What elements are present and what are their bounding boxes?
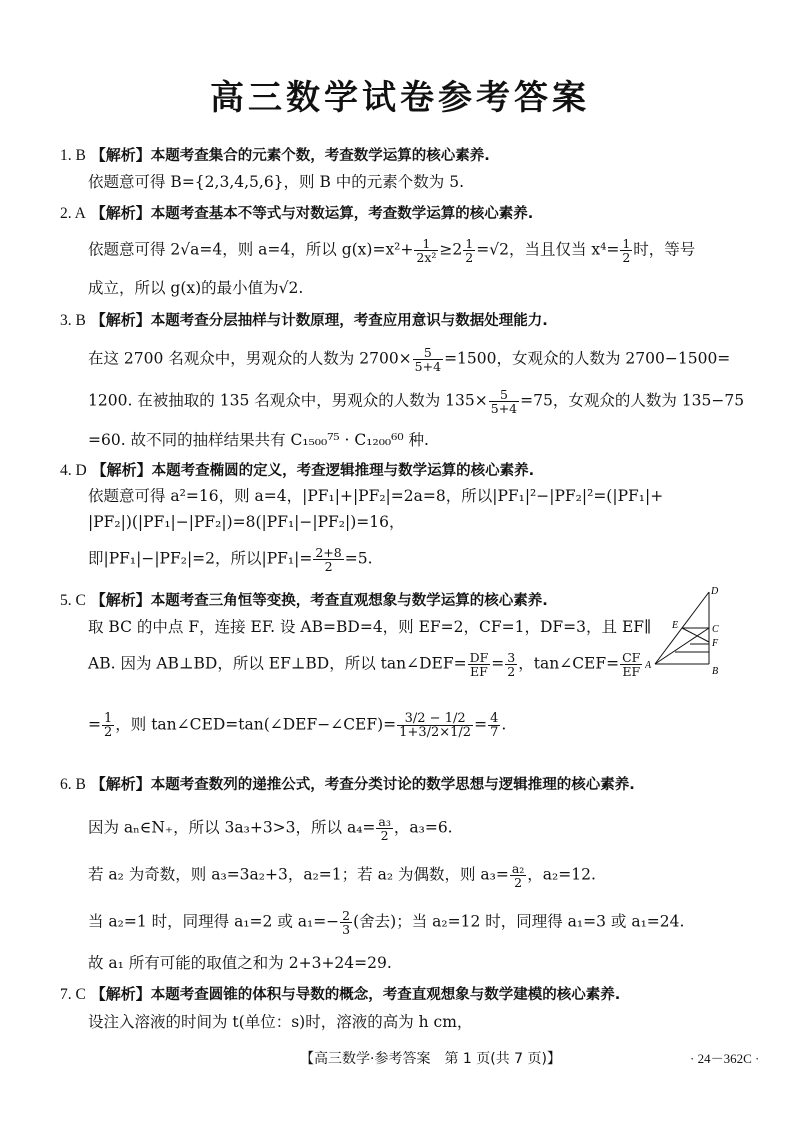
q3-heading	[60, 310, 548, 331]
q1-summary: 本题考查集合的元素个数，考查数学运算的核心素养.	[150, 148, 490, 164]
q7-line1: 设注入溶液的时间为 t(单位：s)时，溶液的高为 h cm，	[88, 1013, 473, 1031]
q4-line1: 依题意可得 a²=16，则 a=4，|PF₁|+|PF₂|=2a=8，所以|PF₁|²−|PF₂|²=(|PF₁|+	[88, 487, 664, 505]
fig-label-f: F	[712, 638, 719, 649]
q4-frac-1	[313, 546, 343, 573]
q6-frac-3	[340, 909, 352, 936]
fig-label-e: E	[672, 620, 679, 631]
page-title: 高三数学试卷参考答案	[210, 78, 590, 118]
q1-tag: 【解析】	[90, 146, 151, 164]
q2-tag: 【解析】	[90, 204, 151, 222]
q2-frac-3-num: 1	[622, 236, 631, 251]
q5-frac-1-den: EF	[470, 664, 488, 679]
q2-text-b: ≥2	[439, 240, 463, 259]
q6-heading	[60, 774, 635, 795]
q2-text-d: 时，等号	[633, 240, 696, 259]
q5-line2	[88, 651, 643, 678]
q6-line1	[88, 815, 453, 842]
q5-frac-1	[468, 651, 491, 678]
q6-frac-2-den: 2	[514, 875, 523, 890]
q6-frac-2-num: a₂	[511, 861, 525, 876]
q5-line1: 取 BC 的中点 F，连接 EF. 设 AB=BD=4，则 EF=2，CF=1，DF=3，且 EF∥	[88, 618, 652, 636]
q5-frac-3-den: EF	[622, 664, 641, 679]
q6-line3	[88, 909, 684, 936]
q5-line3	[88, 712, 506, 739]
q4-line3	[88, 546, 373, 573]
q2-heading	[60, 203, 533, 224]
q7-heading	[60, 984, 620, 1005]
q6-text-c: 若 a₂ 为奇数，则 a₃=3a₂+3，a₂=1；若 a₂ 为偶数，则 a₃=	[88, 865, 509, 884]
q3-frac-1-den: 5+4	[414, 359, 442, 374]
q5-heading	[60, 590, 548, 611]
q2-label: 2. A	[60, 205, 86, 222]
q6-frac-2	[510, 862, 526, 889]
q6-frac-3-den: 3	[342, 922, 351, 937]
q5-frac-5-den: 7	[490, 725, 499, 740]
q4-summary: 本题考查椭圆的定义，考查逻辑推理与数学运算的核心素养.	[151, 463, 535, 479]
q2-line2: 成立，所以 g(x)的最小值为√2.	[88, 279, 304, 297]
q3-tag: 【解析】	[90, 311, 151, 329]
fig-label-d: D	[711, 586, 719, 597]
q5-text-a: AB. 因为 AB⊥BD，所以 EF⊥BD，所以 tan∠DEF=	[88, 654, 467, 673]
q3-frac-1	[413, 346, 443, 373]
q2-summary: 本题考查基本不等式与对数运算，考查数学运算的核心素养.	[150, 206, 534, 222]
q5-tag: 【解析】	[90, 591, 151, 609]
q3-frac-2	[489, 388, 519, 415]
q5-frac-big-num: 3/2 − 1/2	[397, 712, 473, 726]
q4-frac-1-num: 2+8	[315, 545, 342, 560]
q5-label: 5. C	[60, 592, 86, 609]
q7-summary: 本题考查圆锥的体积与导数的概念，考查直观想象与数学建模的核心素养.	[150, 987, 621, 1003]
q3-frac-1-num: 5	[413, 346, 443, 360]
q5-text-d: =	[88, 715, 101, 734]
q5-frac-1-num: DF	[469, 650, 489, 665]
q2-frac-2-den: 2	[465, 250, 474, 265]
q5-frac-4-num: 1	[104, 711, 113, 726]
q6-summary: 本题考查数列的递推公式，考查分类讨论的数学思想与逻辑推理的核心素养.	[150, 777, 635, 793]
q4-line2: |PF₂|)(|PF₁|−|PF₂|)=8(|PF₁|−|PF₂|)=16，	[88, 513, 405, 531]
q4-label: 4. D	[60, 462, 87, 479]
q6-frac-1-den: 2	[380, 828, 389, 843]
q5-frac-2-num: 3	[507, 650, 516, 665]
q4-text-a: 即|PF₁|−|PF₂|=2，所以|PF₁|=	[88, 549, 313, 568]
q3-label: 3. B	[60, 312, 86, 329]
q2-text-a: 依题意可得 2√a=4，则 a=4，所以 g(x)=x²+	[88, 240, 414, 259]
q5-frac-big-den: 1+3/2×1/2	[399, 725, 472, 740]
q5-frac-5-num: 4	[490, 711, 499, 726]
q6-tag: 【解析】	[90, 775, 151, 793]
q5-text-c: ，tan∠CEF=	[518, 654, 620, 673]
q2-frac-1	[414, 237, 438, 264]
fig-segment-ac	[655, 628, 709, 664]
q3-summary: 本题考查分层抽样与计数原理，考查应用意识与数据处理能力.	[150, 313, 548, 329]
fig-label-a: A	[645, 660, 652, 671]
q6-frac-1	[376, 815, 392, 842]
q5-frac-2-den: 2	[507, 664, 516, 679]
fig-label-c: C	[712, 624, 719, 635]
q2-frac-3	[620, 237, 632, 264]
q3-text-b: =1500，女观众的人数为 2700−1500=	[444, 349, 731, 368]
q3-text-a: 在这 2700 名观众中，男观众的人数为 2700×	[88, 349, 412, 368]
q3-frac-2-den: 5+4	[490, 401, 518, 416]
q6-line2	[88, 862, 596, 889]
q2-frac-2-num: 1	[465, 236, 474, 251]
q6-text-b: ，a₃=6.	[393, 818, 453, 837]
q4-text-b: =5.	[344, 549, 373, 568]
q1-label: 1. B	[60, 147, 86, 164]
q2-frac-1-num: 1	[414, 237, 438, 251]
q5-text-f: =	[474, 715, 488, 734]
q7-label: 7. C	[60, 986, 86, 1003]
q1-line1: 依题意可得 B={2,3,4,5,6}，则 B 中的元素个数为 5.	[88, 173, 465, 191]
q3-frac-2-num: 5	[489, 388, 519, 402]
q5-frac-4	[102, 712, 114, 739]
q2-frac-2	[463, 237, 475, 264]
q1-heading	[60, 145, 490, 166]
q5-frac-4-den: 2	[104, 725, 113, 740]
q2-text-c: =√2，当且仅当 x⁴=	[476, 240, 620, 259]
page-footer: 【高三数学·参考答案 第 1 页(共 7 页)】	[300, 1051, 561, 1067]
q5-text-e: ，则 tan∠CED=tan(∠DEF−∠CEF)=	[115, 715, 397, 734]
q5-frac-3	[620, 651, 642, 678]
q6-text-d: ，a₂=12.	[527, 865, 596, 884]
q4-heading	[60, 460, 534, 481]
q2-frac-3-den: 2	[622, 250, 631, 265]
q6-frac-1-num: a₃	[378, 814, 391, 829]
q6-label: 6. B	[60, 776, 86, 793]
q6-text-e: 当 a₂=1 时，同理得 a₁=2 或 a₁=−	[88, 912, 340, 931]
q2-frac-1-den: 2x²	[416, 250, 437, 265]
paper-code: · 24－362C ·	[690, 1051, 760, 1066]
q5-frac-5	[488, 712, 500, 739]
q4-tag: 【解析】	[91, 461, 152, 479]
q3-line1	[88, 346, 730, 373]
q6-text-a: 因为 aₙ∈N₊，所以 3a₃+3>3，所以 a₄=	[88, 818, 376, 837]
q3-line2	[88, 388, 744, 415]
q7-tag: 【解析】	[90, 985, 151, 1003]
q5-text-b: =	[491, 654, 505, 673]
q5-frac-3-num: CF	[622, 650, 641, 665]
q3-text-c: 1200. 在被抽取的 135 名观众中，男观众的人数为 135×	[88, 391, 488, 410]
q5-frac-big	[397, 712, 473, 739]
fig-label-b: B	[712, 666, 719, 676]
q3-line3: =60. 故不同的抽样结果共有 C₁₅₀₀⁷⁵ · C₁₂₀₀⁶⁰ 种.	[88, 431, 429, 449]
q5-text-g: .	[501, 715, 507, 734]
q4-frac-1-den: 2	[324, 559, 333, 574]
q6-text-f: (舍去)；当 a₂=12 时，同理得 a₁=3 或 a₁=24.	[353, 912, 685, 931]
q5-geometry-figure	[645, 586, 725, 676]
q2-line1	[88, 237, 695, 264]
q6-frac-3-num: 2	[342, 908, 351, 923]
q5-summary: 本题考查三角恒等变换，考查直观想象与数学运算的核心素养.	[150, 593, 548, 609]
q3-text-d: =75，女观众的人数为 135−75	[520, 391, 745, 410]
q5-frac-2	[505, 651, 517, 678]
q6-line4: 故 a₁ 所有可能的取值之和为 2+3+24=29.	[88, 954, 392, 972]
